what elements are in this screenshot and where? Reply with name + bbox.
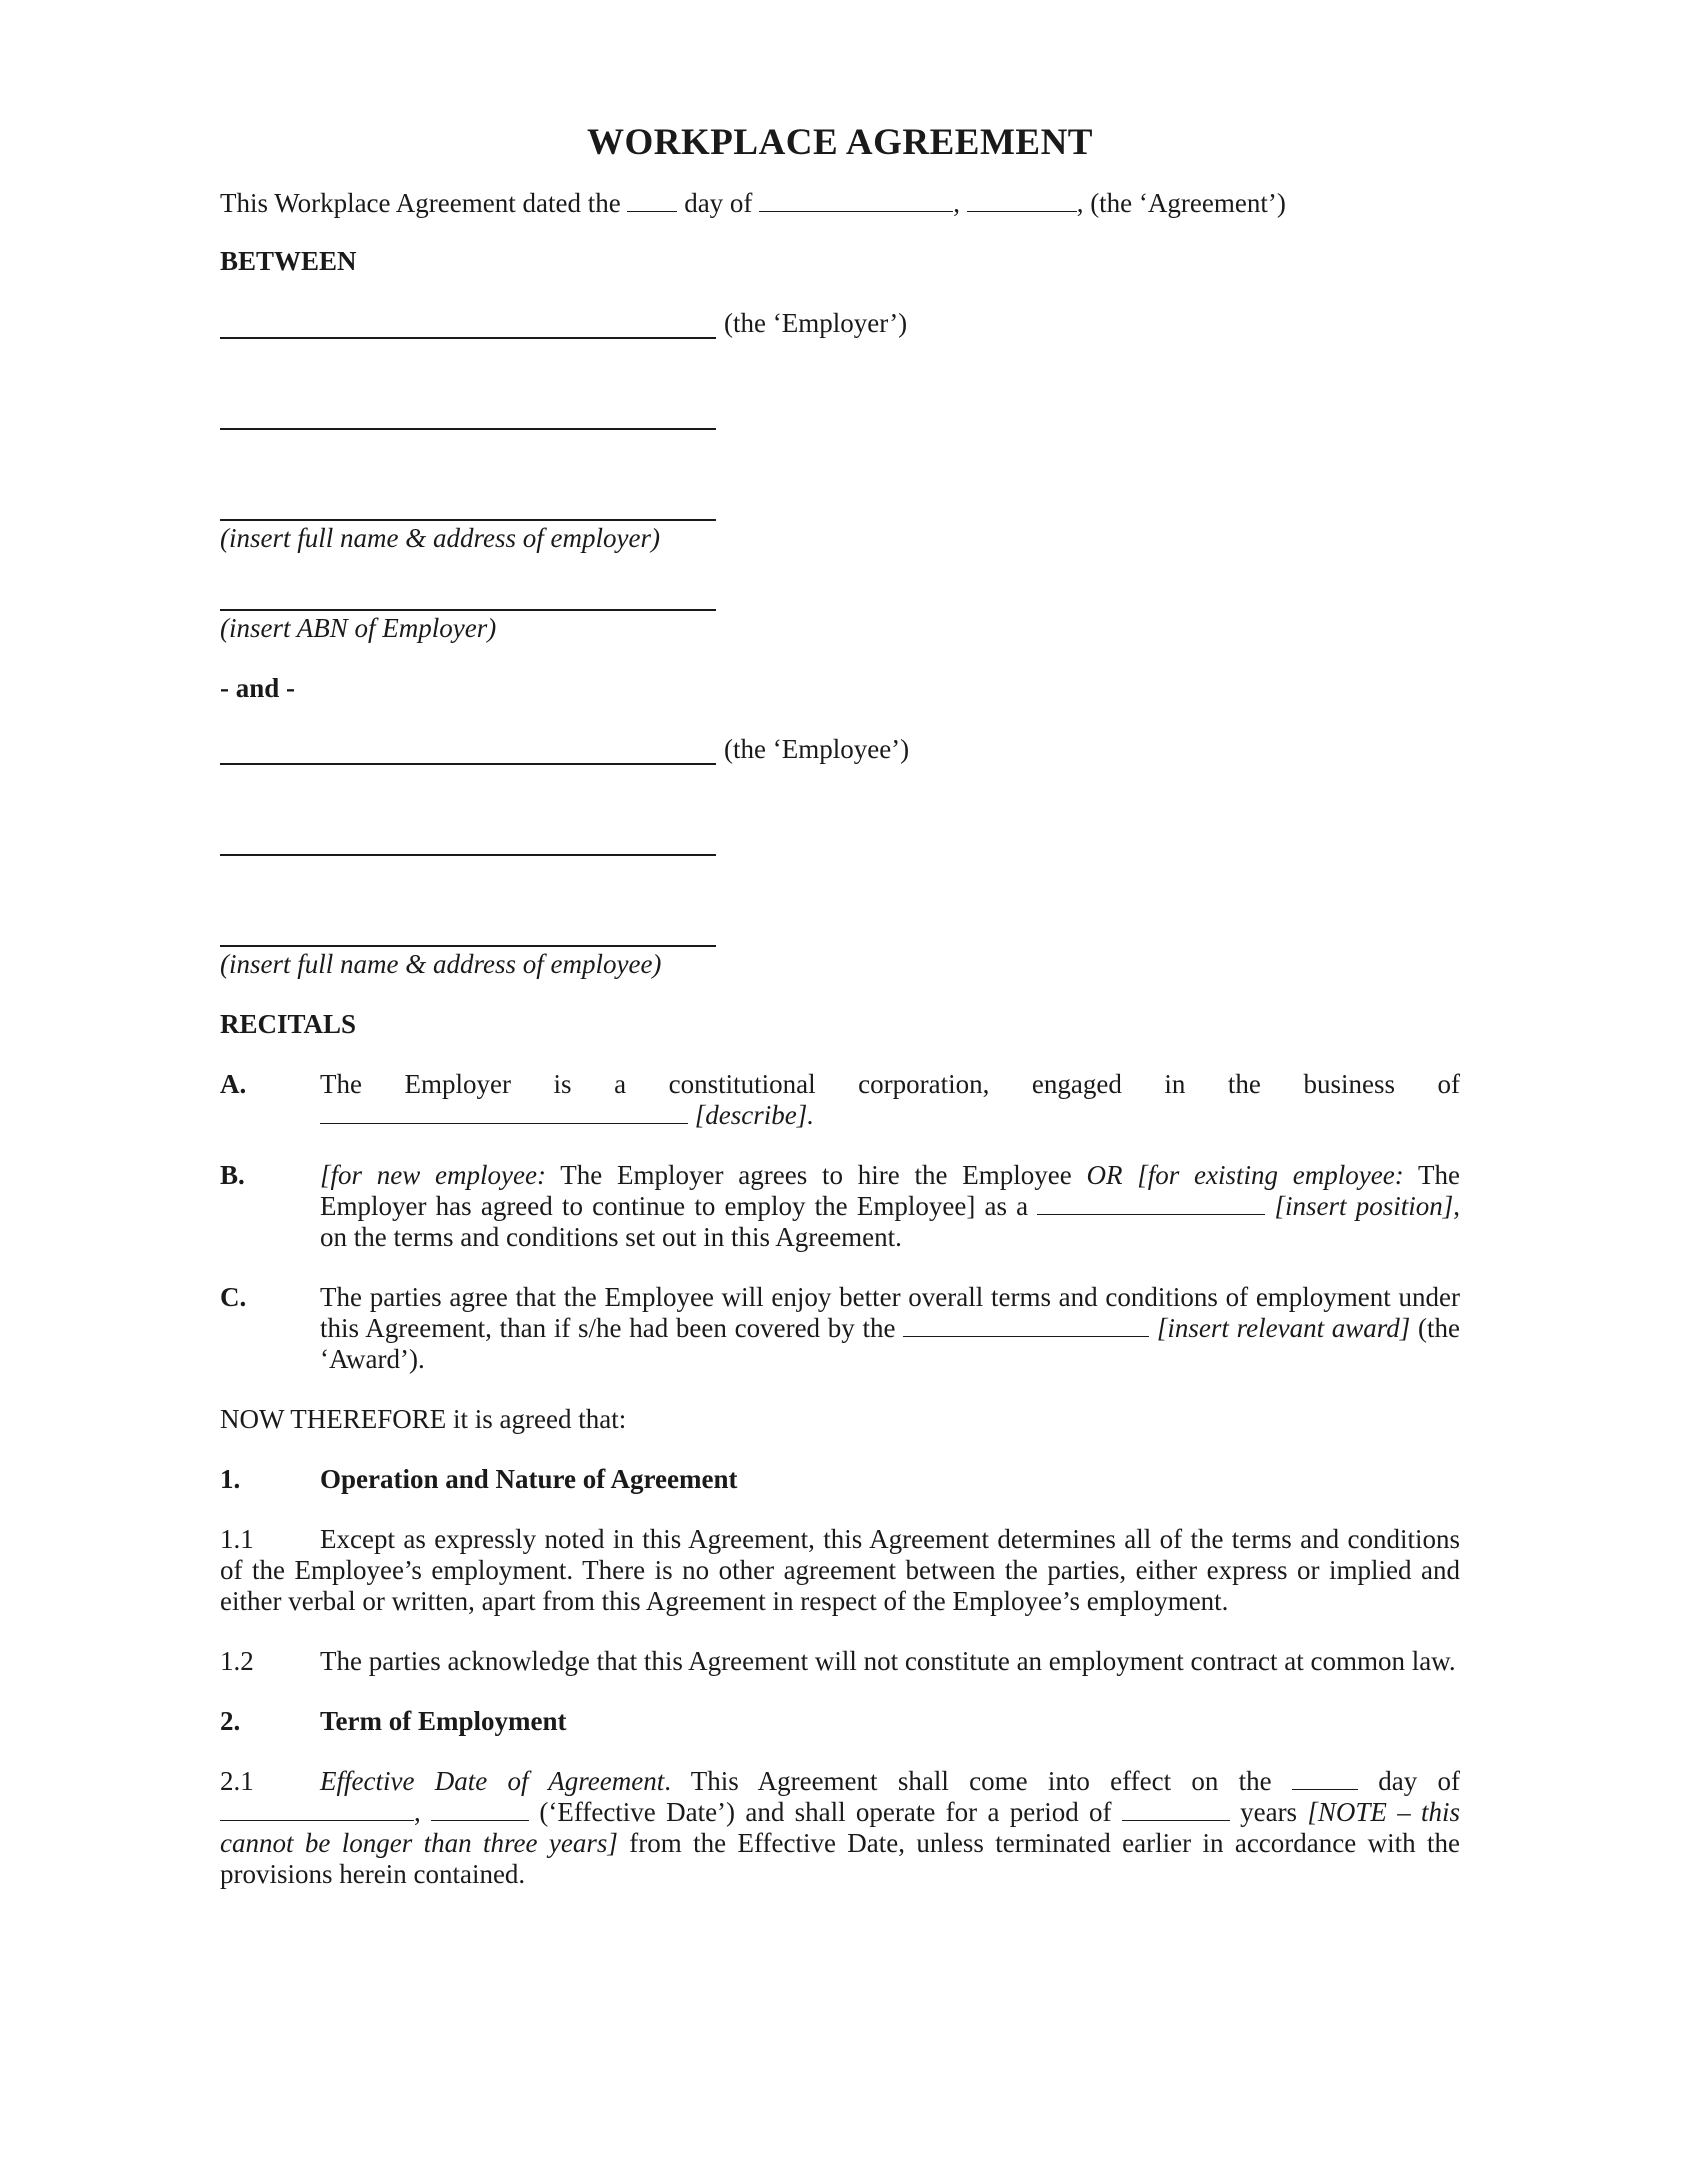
recital-a-mark: A.: [220, 1069, 247, 1099]
employee-address-line-1[interactable]: [220, 830, 716, 856]
recital-a-text: The Employer is a constitutional corporation, engaged in the business of: [320, 1069, 1460, 1099]
recital-b-or: OR: [1086, 1160, 1123, 1190]
employee-name-line[interactable]: [220, 739, 716, 765]
business-blank[interactable]: [320, 1101, 688, 1124]
clause-1-2-text: The parties acknowledge that this Agreement will not constitute an employment contract at common law.: [320, 1646, 1456, 1676]
clause-2-1-text-1: . This Agreement shall come into effect on the: [664, 1766, 1292, 1796]
recital-c: [220, 1282, 1460, 1375]
period-years-blank[interactable]: [1122, 1798, 1230, 1821]
recital-b-text-2: The Employer has agreed to continue to employ the Employee] as a: [320, 1160, 1460, 1221]
employee-address-line-2[interactable]: [220, 921, 716, 947]
clause-2-1-heading: Effective Date of Agreement: [320, 1766, 665, 1796]
intro-comma: ,: [953, 188, 960, 218]
employer-abn-row: [220, 580, 1460, 611]
section-2-title: Term of Employment: [320, 1706, 567, 1736]
between-heading: BETWEEN: [220, 246, 357, 276]
intro-text-3: , (the ‘Agreement’): [1076, 188, 1286, 218]
and-separator: - and -: [220, 673, 296, 703]
clause-2-1-text-5: from the Effective Date, unless terminated earlier in accordance with the provisions herein contained.: [220, 1828, 1460, 1889]
employer-address-line-1[interactable]: [220, 404, 716, 430]
recital-b-text-1: The Employer agrees to hire the Employee: [545, 1160, 1087, 1190]
clause-1-2-num: 1.2: [220, 1646, 254, 1676]
clause-1-1-num: 1.1: [220, 1524, 254, 1554]
recital-a-hint: [describe].: [694, 1100, 814, 1130]
recital-b-hint-existing: [for existing employee:: [1122, 1160, 1404, 1190]
section-2-num: 2.: [220, 1706, 241, 1736]
employer-address-line-2[interactable]: [220, 495, 716, 521]
recital-b-hint-position: [insert position]: [1274, 1191, 1454, 1221]
recital-c-text-2: (the ‘Award’).: [320, 1313, 1460, 1374]
employer-name-line[interactable]: [220, 313, 716, 339]
intro-text-2: day of: [684, 188, 753, 218]
section-2-heading: [220, 1706, 1460, 1737]
recital-a-body: [320, 1069, 1460, 1131]
employee-name-row: [220, 734, 1460, 765]
employee-label: (the ‘Employee’): [724, 734, 910, 764]
employee-address-row-1: [220, 825, 1460, 856]
document-title: WORKPLACE AGREEMENT: [587, 122, 1093, 163]
employer-abn-line[interactable]: [220, 585, 716, 611]
employer-address-row-1: [220, 399, 1460, 430]
recital-b: [220, 1160, 1460, 1253]
recitals-heading: RECITALS: [220, 1009, 357, 1039]
day-blank[interactable]: [627, 189, 677, 212]
clause-2-1-text-2: day of: [1357, 1766, 1460, 1796]
document-page: [220, 120, 1460, 1890]
clause-2-1-text-3: (‘Effective Date’) and shall operate for a period of: [529, 1797, 1122, 1827]
clause-1-1-text: Except as expressly noted in this Agreement, this Agreement determines all of the terms and conditions of the Employee’s employment. There is no other agreement between the parties, either express or implied and either verbal or written, apart from this Agreement in respect of the Employee’s employment.: [220, 1524, 1460, 1616]
year-blank[interactable]: [967, 189, 1077, 212]
employee-name-hint: (insert full name & address of employee): [220, 949, 662, 979]
month-blank[interactable]: [759, 189, 953, 212]
section-1-num: 1.: [220, 1464, 241, 1494]
section-1-title: Operation and Nature of Agreement: [320, 1464, 738, 1494]
recital-c-mark: C.: [220, 1282, 247, 1312]
award-blank[interactable]: [903, 1314, 1149, 1337]
recital-b-hint-new: [for new employee:: [320, 1160, 546, 1190]
position-blank[interactable]: [1037, 1192, 1265, 1215]
effective-year-blank[interactable]: [431, 1798, 529, 1821]
clause-2-1-num: 2.1: [220, 1766, 254, 1796]
effective-day-blank[interactable]: [1292, 1767, 1358, 1790]
intro-line: [220, 188, 1460, 219]
employee-address-row-2: [220, 916, 1460, 947]
clause-1-1: [220, 1524, 1460, 1617]
clause-2-1: [220, 1766, 1460, 1890]
now-therefore: NOW THEREFORE it is agreed that:: [220, 1404, 627, 1434]
recital-a: [220, 1069, 1460, 1131]
recital-c-body: [320, 1282, 1460, 1375]
section-1-heading: [220, 1464, 1460, 1495]
clause-1-2: [220, 1646, 1460, 1677]
employer-address-row-2: [220, 490, 1460, 521]
clause-2-1-note: [NOTE – this cannot be longer than three years]: [220, 1797, 1461, 1858]
recital-b-mark: B.: [220, 1160, 245, 1190]
clause-2-1-text-4: years: [1229, 1797, 1308, 1827]
recital-c-hint: [insert relevant award]: [1156, 1313, 1411, 1343]
employer-name-row: [220, 308, 1460, 339]
employer-name-hint: (insert full name & address of employer): [220, 523, 660, 553]
recital-b-text-3: , on the terms and conditions set out in this Agreement.: [320, 1191, 1460, 1252]
recital-c-text-1: The parties agree that the Employee will enjoy better overall terms and conditions of employment under this Agreement, than if s/he had been covered by the: [320, 1282, 1460, 1343]
recital-b-body: [320, 1160, 1460, 1253]
intro-text-1: This Workplace Agreement dated the: [220, 188, 621, 218]
effective-month-blank[interactable]: [220, 1798, 414, 1821]
employer-abn-hint: (insert ABN of Employer): [220, 613, 497, 643]
clause-2-1-comma: ,: [414, 1797, 432, 1827]
employer-label: (the ‘Employer’): [724, 308, 908, 338]
